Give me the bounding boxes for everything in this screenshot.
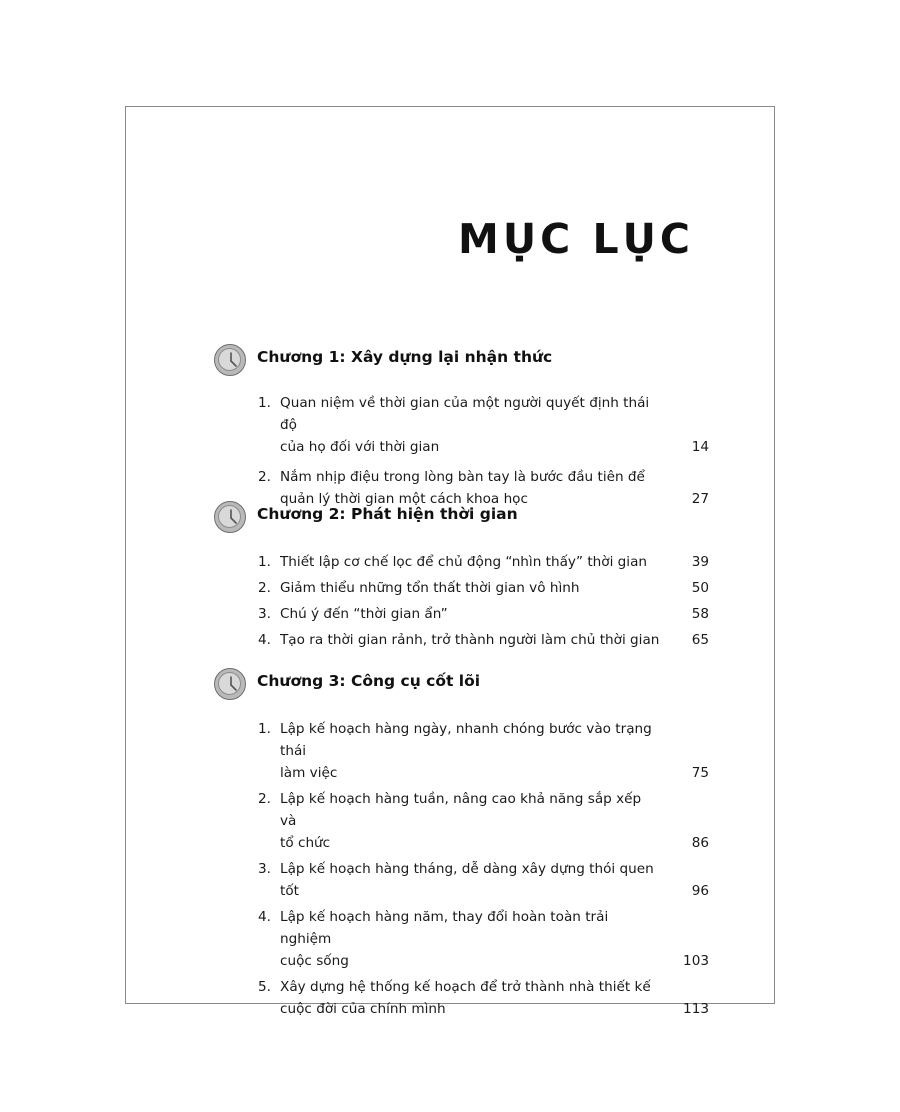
entry-number: 3. — [258, 606, 271, 622]
chapter-title: Chương 1: Xây dựng lại nhận thức — [257, 348, 553, 366]
entry-text — [280, 392, 660, 458]
entry-line: làm việc — [280, 765, 338, 781]
toc-entry[interactable] — [214, 718, 714, 784]
entry-number: 4. — [258, 909, 271, 925]
entry-number: 2. — [258, 580, 271, 596]
toc-entry[interactable] — [214, 788, 714, 854]
entry-line: của họ đối với thời gian — [280, 439, 440, 455]
toc-entry[interactable] — [214, 906, 714, 972]
entry-number: 4. — [258, 632, 271, 648]
entry-number: 1. — [258, 721, 271, 737]
page-title: MỤC LỤC — [458, 215, 694, 263]
entry-number: 2. — [258, 791, 271, 807]
entry-line: cuộc đời của chính mình — [280, 1001, 446, 1017]
toc-entry[interactable] — [214, 551, 714, 573]
entry-page-number: 113 — [683, 1001, 709, 1017]
entry-page-number: 14 — [691, 439, 709, 455]
toc-entry[interactable] — [214, 577, 714, 599]
toc-entry[interactable] — [214, 858, 714, 902]
entry-line: Quan niệm về thời gian của một người quyết định thái độ — [280, 395, 650, 433]
entry-page-number: 96 — [691, 883, 709, 899]
entry-page-number: 50 — [691, 580, 709, 596]
entry-line: Giảm thiểu những tổn thất thời gian vô hình — [280, 580, 580, 596]
entry-number: 3. — [258, 861, 271, 877]
entry-line: Tạo ra thời gian rảnh, trở thành người làm chủ thời gian — [280, 632, 660, 648]
clock-icon — [214, 344, 246, 376]
book-page — [125, 106, 775, 1017]
entry-line: Lập kế hoạch hàng ngày, nhanh chóng bước vào trạng thái — [280, 721, 652, 759]
toc-entry[interactable] — [214, 629, 714, 651]
entry-page-number: 103 — [683, 953, 709, 969]
entry-text — [280, 718, 660, 784]
entry-line: quản lý thời gian một cách khoa học — [280, 491, 528, 507]
chapter-title: Chương 2: Phát hiện thời gian — [257, 505, 518, 523]
chapter-heading — [214, 501, 714, 537]
entry-line: Lập kế hoạch hàng tuần, nâng cao khả năng sắp xếp và — [280, 791, 642, 829]
entry-line: Thiết lập cơ chế lọc để chủ động “nhìn thấy” thời gian — [280, 554, 648, 570]
entry-line: Xây dựng hệ thống kế hoạch để trở thành nhà thiết kế — [280, 979, 651, 995]
clock-icon — [214, 501, 246, 533]
entry-text — [280, 577, 660, 599]
chapter-3 — [214, 668, 714, 1024]
entry-text — [280, 976, 660, 1020]
entry-number: 5. — [258, 979, 271, 995]
entry-text — [280, 906, 660, 972]
entry-page-number: 58 — [691, 606, 709, 622]
entry-line: cuộc sống — [280, 953, 349, 969]
entry-text — [280, 858, 660, 902]
toc-entry[interactable] — [214, 392, 714, 458]
entry-line: Lập kế hoạch hàng tháng, dễ dàng xây dựng thói quen tốt — [280, 861, 654, 899]
chapter-heading — [214, 344, 714, 380]
entry-line: Chú ý đến “thời gian ẩn” — [280, 606, 448, 622]
entry-line: Nắm nhịp điệu trong lòng bàn tay là bước đầu tiên để — [280, 469, 645, 485]
entry-text — [280, 788, 660, 854]
chapter-1 — [214, 344, 714, 518]
entry-page-number: 86 — [691, 835, 709, 851]
toc-entry[interactable] — [214, 976, 714, 1020]
entry-text — [280, 603, 660, 625]
entry-text — [280, 629, 660, 651]
chapter-2 — [214, 501, 714, 655]
entry-page-number: 65 — [691, 632, 709, 648]
entry-page-number: 39 — [691, 554, 709, 570]
entry-number: 1. — [258, 554, 271, 570]
entry-line: Lập kế hoạch hàng năm, thay đổi hoàn toàn trải nghiệm — [280, 909, 609, 947]
entry-text — [280, 551, 660, 573]
toc-entry[interactable] — [214, 603, 714, 625]
entry-page-number: 27 — [691, 491, 709, 507]
entry-number: 1. — [258, 395, 271, 411]
chapter-heading — [214, 668, 714, 704]
chapter-title: Chương 3: Công cụ cốt lõi — [257, 672, 481, 690]
entry-number: 2. — [258, 469, 271, 485]
entry-page-number: 75 — [691, 765, 709, 781]
entry-line: tổ chức — [280, 835, 331, 851]
clock-icon — [214, 668, 246, 700]
